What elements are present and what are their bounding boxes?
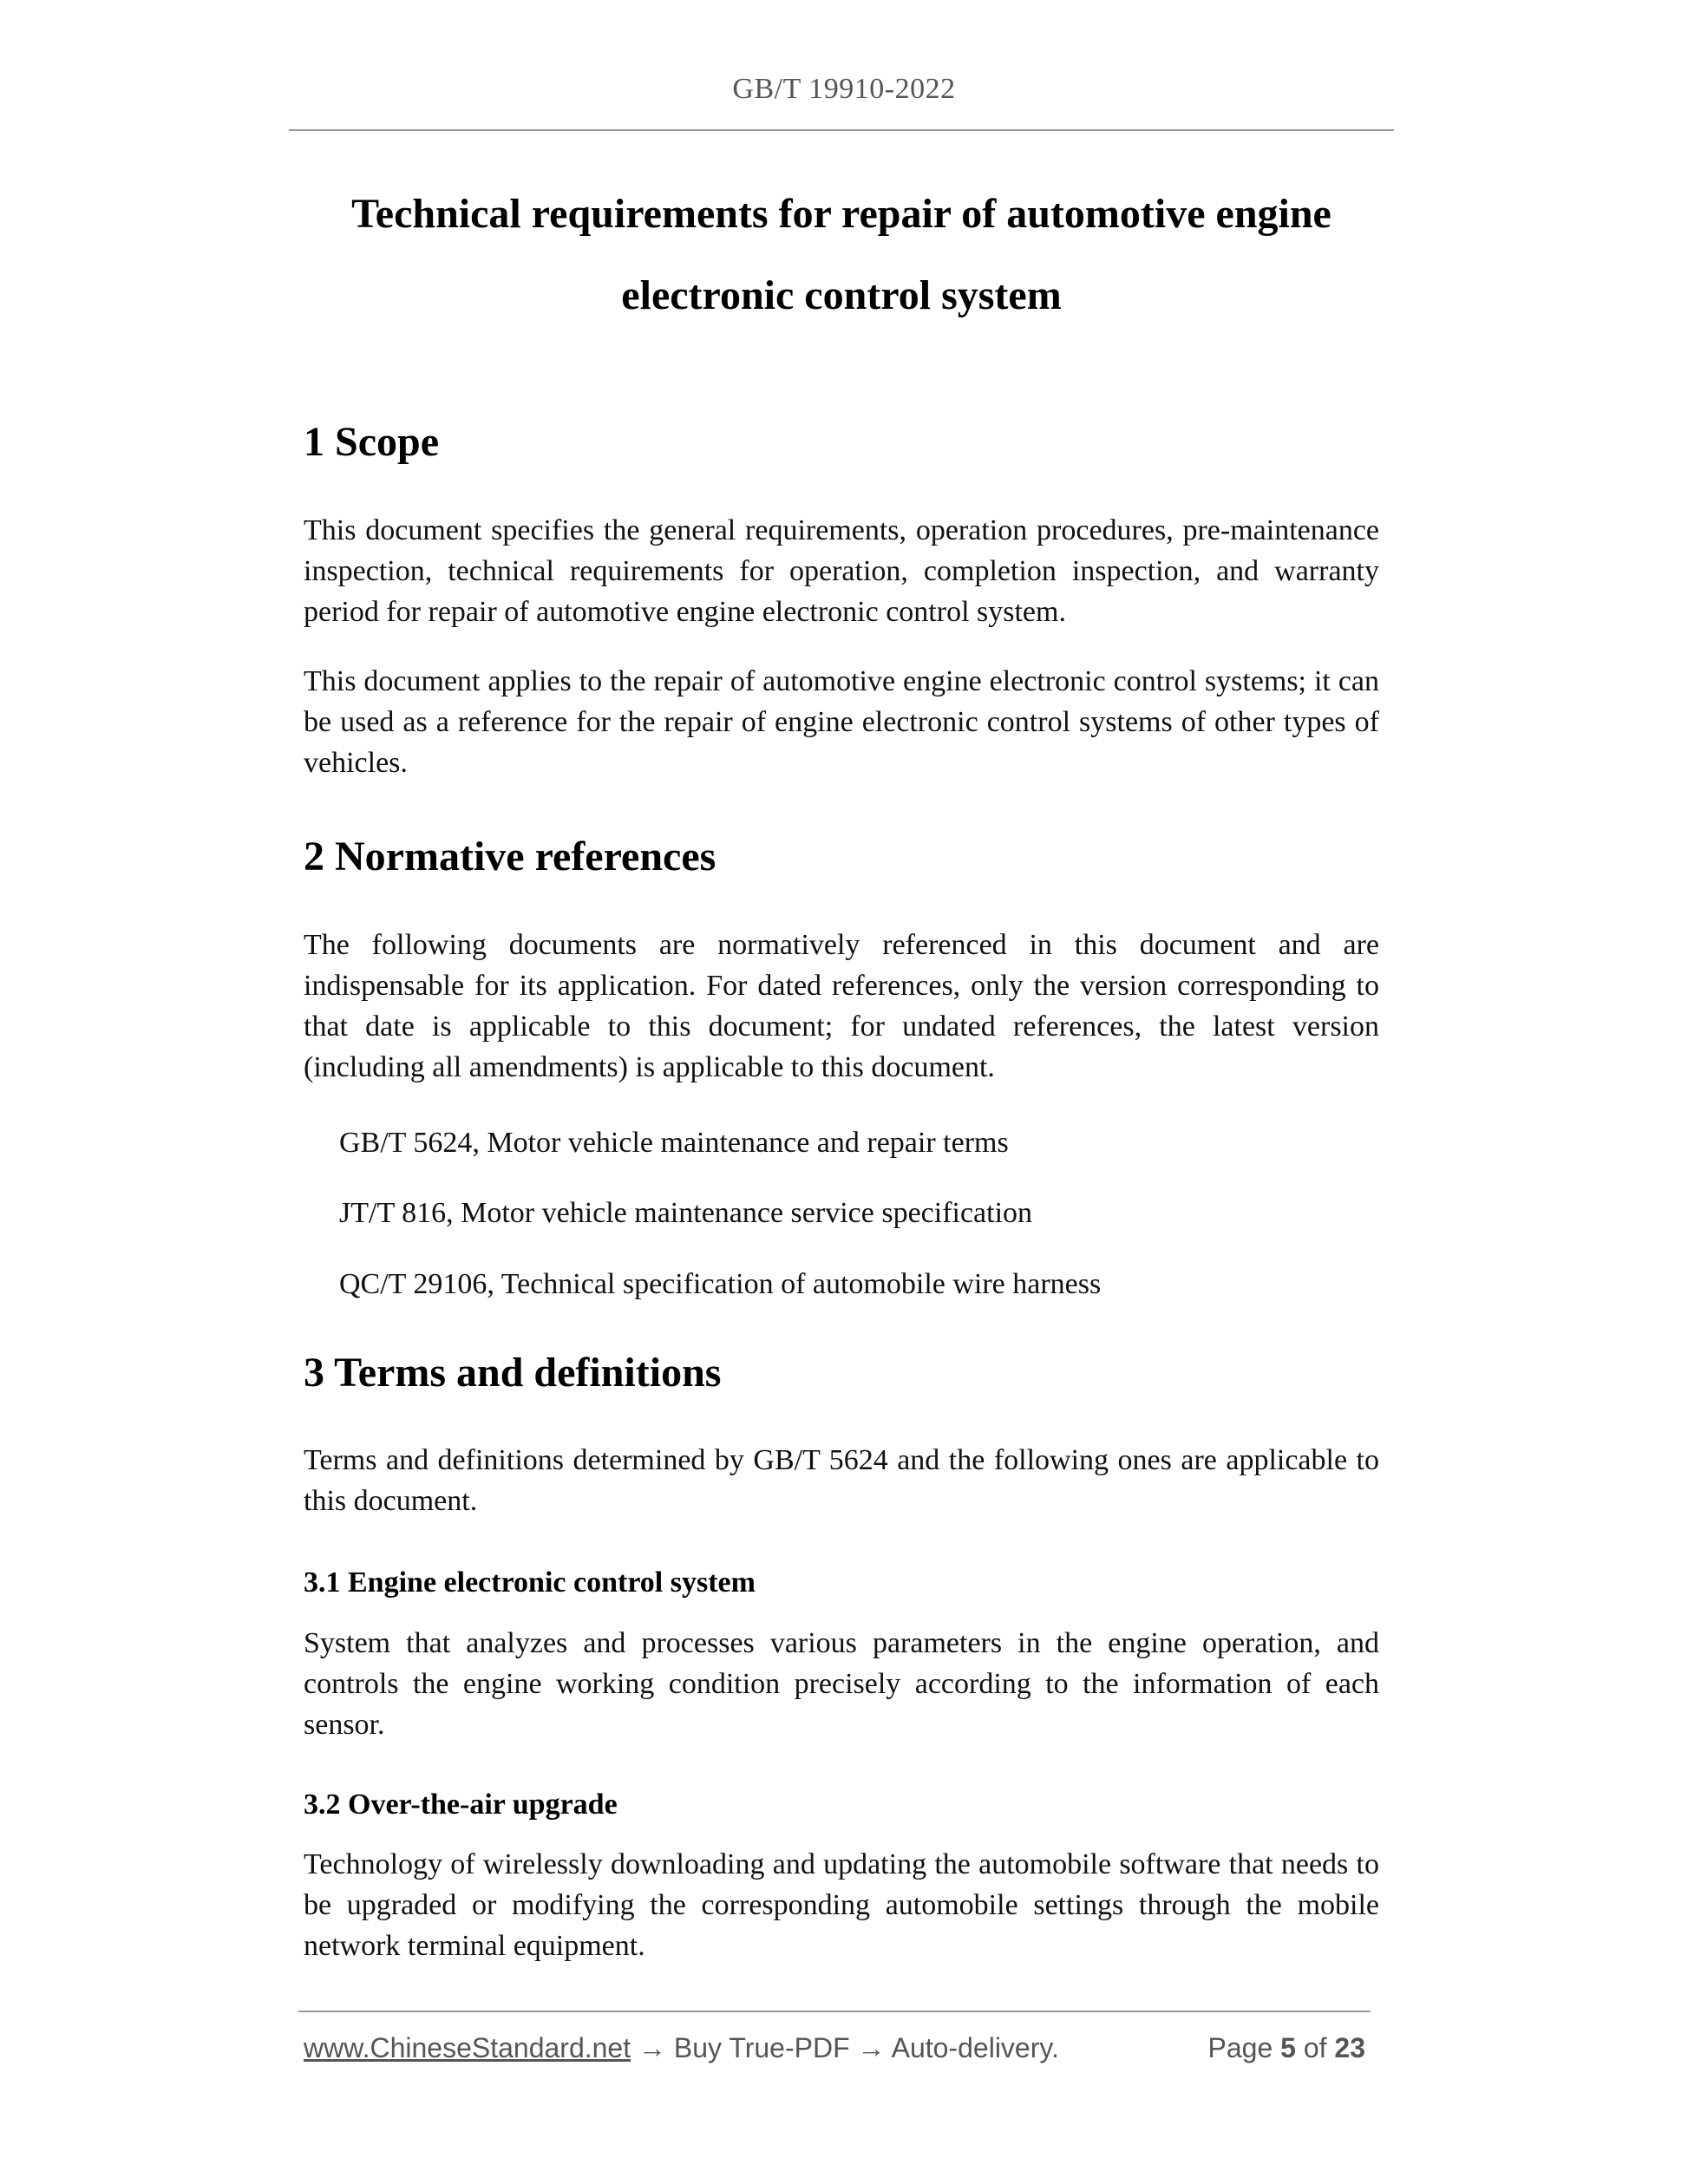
section-heading-terms-definitions: 3 Terms and definitions <box>304 1350 722 1396</box>
footer-divider <box>298 2011 1371 2012</box>
page-label: Page <box>1207 2032 1273 2063</box>
section-heading-normative-references: 2 Normative references <box>304 834 716 879</box>
footer-promo-text: → Buy True-PDF → Auto-delivery. <box>631 2032 1059 2063</box>
current-page-number: 5 <box>1280 2032 1296 2063</box>
term-heading-engine-ecs: 3.1 Engine electronic control system <box>304 1566 756 1599</box>
scope-paragraph-2: This document applies to the repair of automotive engine electronic control systems; it can be used as a reference for the repair of engine electronic control systems of other types of vehicles. <box>304 665 1379 779</box>
of-label: of <box>1303 2032 1327 2063</box>
header-divider <box>289 129 1394 131</box>
page-indicator <box>1208 2032 1365 2064</box>
term-heading-ota-upgrade: 3.2 Over-the-air upgrade <box>304 1788 618 1821</box>
document-title-line-2: electronic control system <box>621 272 1062 318</box>
document-title-line-1: Technical requirements for repair of automotive engine <box>351 191 1331 237</box>
scope-paragraph-1: This document specifies the general requirements, operation procedures, pre-maintenance inspection, technical requirements for operation, completion inspection, and warranty period for repair of automotive engine electronic control system. <box>304 514 1379 628</box>
section-heading-scope: 1 Scope <box>304 419 439 465</box>
normative-paragraph: The following documents are normatively referenced in this document and are indispensable for its application. For dated references, only the version corresponding to that date is applicable to this document; for undated references, the latest version (including all amendments) is applicable to this document. <box>304 929 1379 1083</box>
term-definition-ota-upgrade: Technology of wirelessly downloading and updating the automobile software that needs to be upgraded or modifying the corresponding automobile settings through the mobile network terminal equipment. <box>304 1848 1379 1962</box>
document-title <box>289 173 1394 337</box>
terms-paragraph: Terms and definitions determined by GB/T 5624 and the following ones are applicable to this document. <box>304 1444 1379 1517</box>
total-pages-number: 23 <box>1334 2032 1365 2063</box>
header-standard-code: GB/T 19910-2022 <box>732 73 956 105</box>
reference-item: QC/T 29106, Technical specification of automobile wire harness <box>339 1268 1102 1300</box>
chinesestandard-link[interactable]: www.ChineseStandard.net <box>304 2032 631 2063</box>
reference-item: GB/T 5624, Motor vehicle maintenance and repair terms <box>339 1127 1009 1159</box>
page-footer <box>304 2032 1371 2064</box>
term-definition-engine-ecs: System that analyzes and processes various parameters in the engine operation, and controls the engine working condition precisely according to the information of each sensor. <box>304 1627 1379 1741</box>
reference-item: JT/T 816, Motor vehicle maintenance service specification <box>339 1197 1033 1229</box>
